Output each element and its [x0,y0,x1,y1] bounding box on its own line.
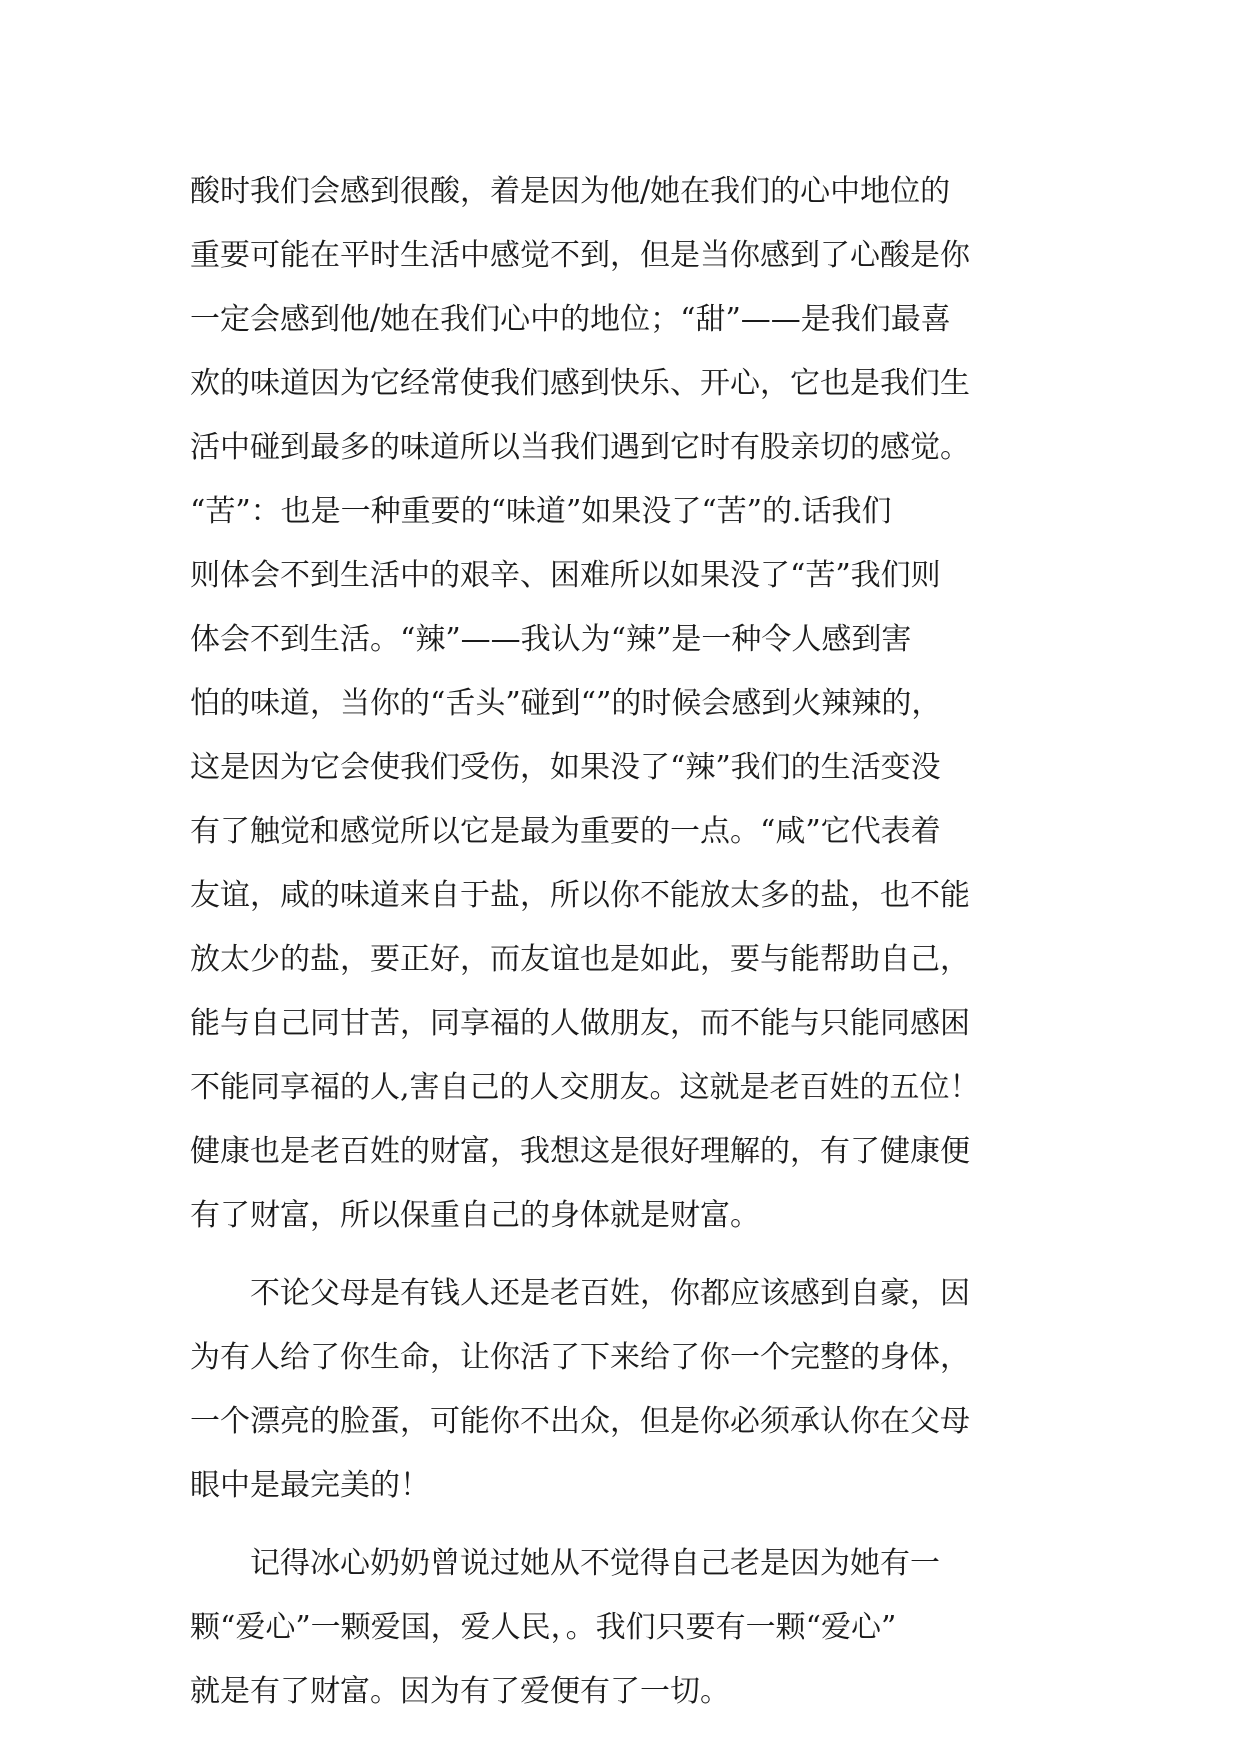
text-line: 欢的味道因为它经常使我们感到快乐、开心，它也是我们生 [190,366,970,401]
text-line: 一个漂亮的脸蛋，可能你不出众，但是你必须承认你在父母 [190,1404,970,1439]
text-line: 能与自己同甘苦，同享福的人做朋友，而不能与只能同感困 [190,1006,970,1041]
paragraph-3 [190,1532,1070,1724]
paragraph-spacer [190,1248,1070,1262]
paragraph-2 [190,1262,1070,1518]
paragraph-1 [190,160,1070,1248]
text-line: 就是有了财富。因为有了爱便有了一切。 [190,1674,730,1709]
text-line: 怕的味道，当你的“舌头”碰到“”的时候会感到火辣辣的， [190,686,942,721]
text-line: 记得冰心奶奶曾说过她从不觉得自己老是因为她有一 [190,1546,940,1581]
text-line: 健康也是老百姓的财富，我想这是很好理解的，有了健康便 [190,1134,970,1169]
text-line: 酸时我们会感到很酸，着是因为他/她在我们的心中地位的 [190,174,951,209]
text-line: 颗“爱心”一颗爱国，爱人民，。我们只要有一颗“爱心” [190,1610,897,1645]
text-line: 重要可能在平时生活中感觉不到，但是当你感到了心酸是你 [190,238,970,273]
text-line: 有了财富，所以保重自己的身体就是财富。 [190,1198,760,1233]
text-line: 这是因为它会使我们受伤，如果没了“辣”我们的生活变没 [190,750,941,785]
text-line: 有了触觉和感觉所以它是最为重要的一点。“咸”它代表着 [190,814,941,849]
text-line: 不论父母是有钱人还是老百姓，你都应该感到自豪，因 [190,1276,970,1311]
paragraph-spacer [190,1518,1070,1532]
text-line: 活中碰到最多的味道所以当我们遇到它时有股亲切的感觉。 [190,430,970,465]
text-line: 体会不到生活。“辣”——我认为“辣”是一种令人感到害 [190,622,912,657]
text-line: 不能同享福的人,害自己的人交朋友。这就是老百姓的五位！ [190,1070,980,1105]
text-line: 则体会不到生活中的艰辛、困难所以如果没了“苦”我们则 [190,558,941,593]
text-line: 友谊，咸的味道来自于盐，所以你不能放太多的盐，也不能 [190,878,970,913]
text-line: “苦”：也是一种重要的“味道”如果没了“苦”的.话我们 [190,494,892,529]
text-line: 放太少的盐，要正好，而友谊也是如此，要与能帮助自己， [190,942,970,977]
text-line: 为有人给了你生命，让你活了下来给了你一个完整的身体， [190,1340,970,1375]
text-line: 眼中是最完美的！ [190,1468,430,1503]
body-text [190,160,1070,1724]
text-line: 一定会感到他/她在我们心中的地位；“甜”——是我们最喜 [190,302,951,337]
